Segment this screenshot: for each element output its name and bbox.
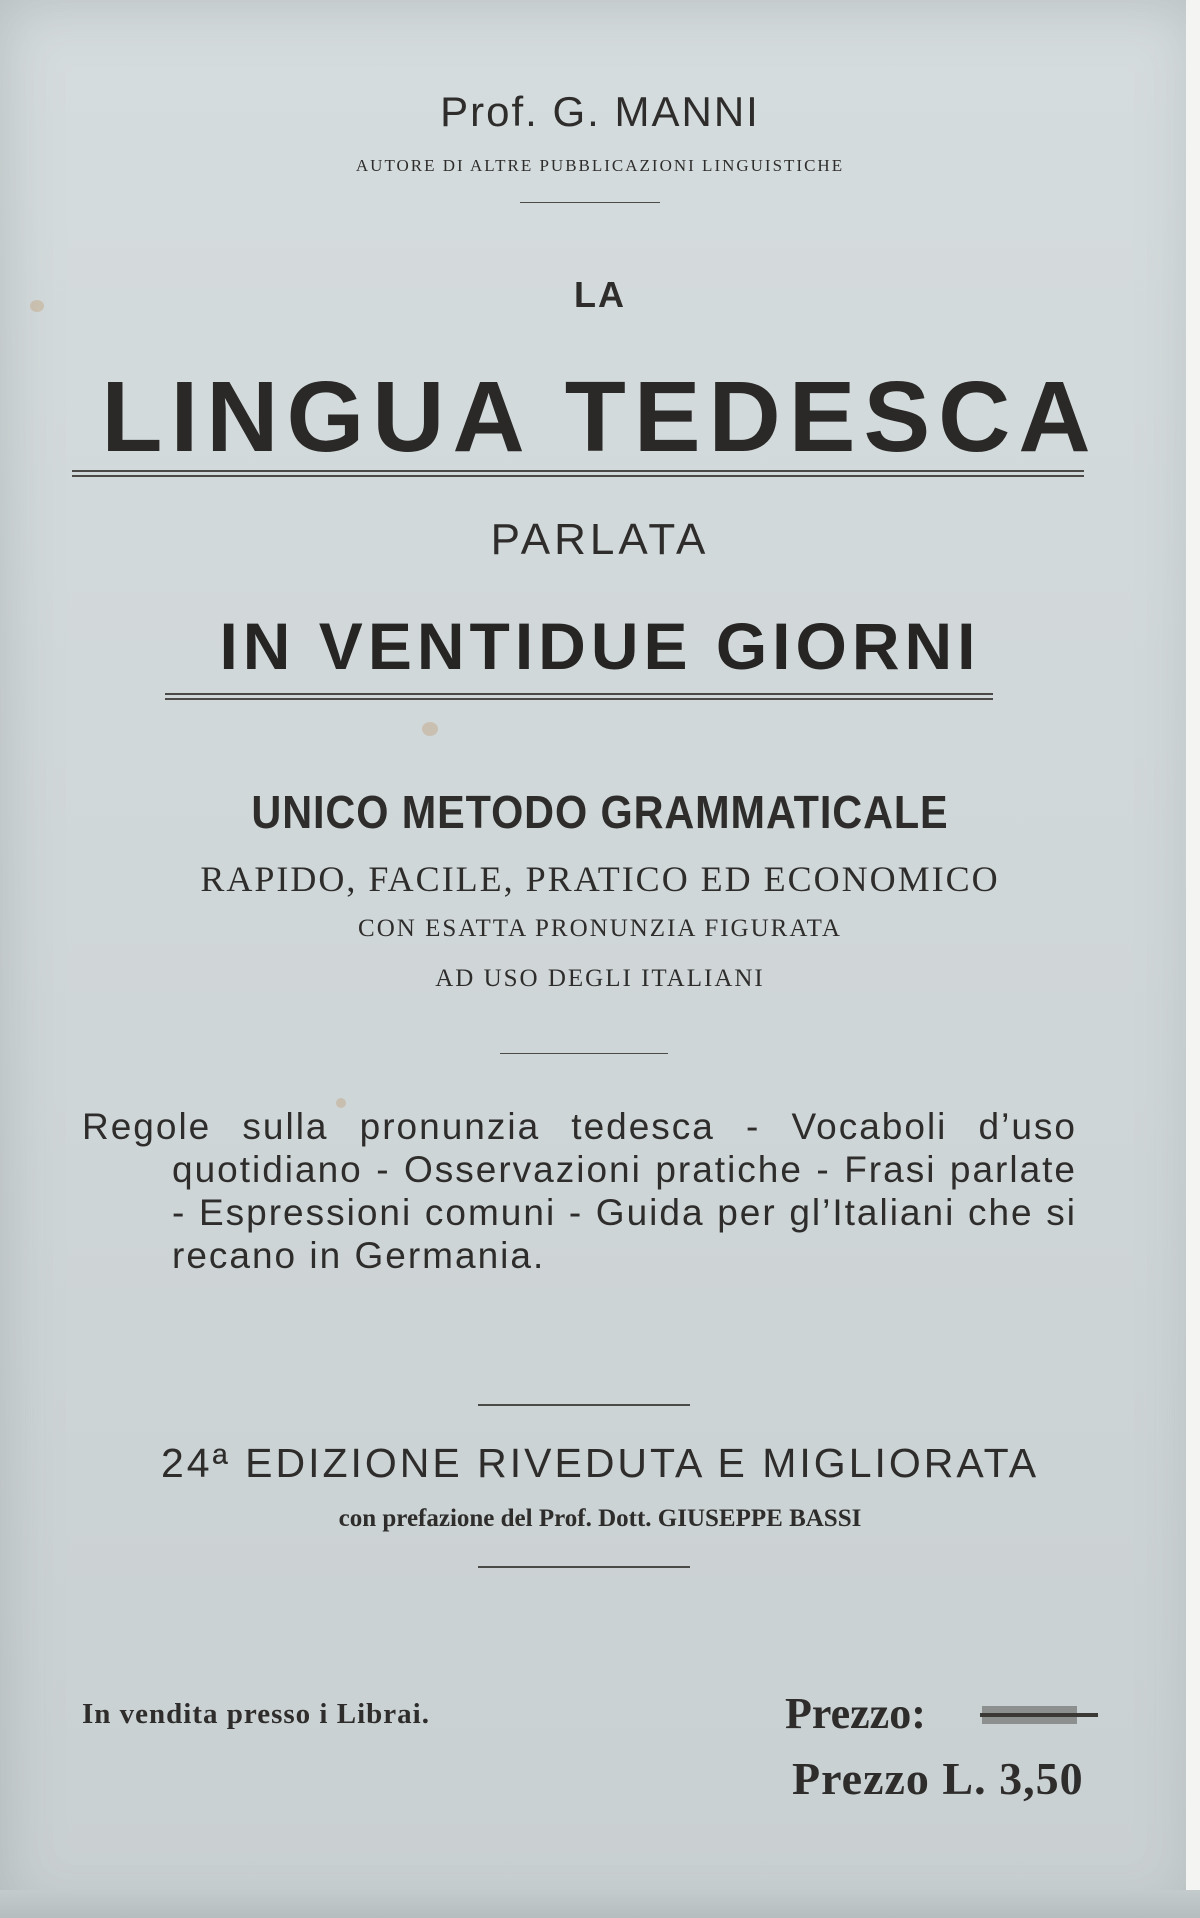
method-line-1: RAPIDO, FACILE, PRATICO ED ECONOMICO: [200, 859, 1000, 899]
method-line-2: CON ESATTA PRONUNZIA FIGURATA: [358, 915, 842, 942]
title-double-rule: [72, 470, 1084, 477]
author-name: Prof. G. MANNI: [440, 88, 760, 135]
price-stamp: Prezzo L. 3,50: [792, 1753, 1084, 1804]
price-label: Prezzo:: [785, 1689, 926, 1738]
edition-line: 24ª EDIZIONE RIVEDUTA E MIGLIORATA: [160, 1440, 1040, 1486]
contents-description-text: Regole sulla pronunzia tedesca - Vocaboli d’uso quotidiano - Osservazioni pratiche - Frasi parlate - Espressioni comuni - Guida per gl’Italiani che si recano in Germania.: [82, 1106, 1077, 1276]
preface-line: con prefazione del Prof. Dott. GIUSEPPE BASSI: [338, 1505, 862, 1532]
method-heading: UNICO METODO GRAMMATICALE: [251, 786, 949, 838]
sale-note: In vendita presso i Librai.: [82, 1698, 430, 1730]
subtitle-double-rule: [165, 693, 993, 700]
divider: [500, 1053, 668, 1054]
main-title: LINGUA TEDESCA: [101, 361, 1099, 473]
title-line-2: PARLATA: [490, 515, 710, 564]
divider: [478, 1566, 690, 1568]
divider: [520, 202, 660, 203]
page-bottom-edge: [0, 1890, 1200, 1918]
method-line-3: AD USO DEGLI ITALIANI: [435, 965, 765, 992]
struck-out-price: [980, 1702, 1100, 1728]
title-prefix: LA: [574, 274, 626, 315]
author-subtitle: AUTORE DI ALTRE PUBBLICAZIONI LINGUISTICHE: [355, 156, 845, 175]
contents-description: [82, 1105, 1077, 1277]
title-line-3: IN VENTIDUE GIORNI: [219, 609, 981, 683]
divider: [478, 1404, 690, 1406]
paper-speck: [422, 722, 438, 736]
